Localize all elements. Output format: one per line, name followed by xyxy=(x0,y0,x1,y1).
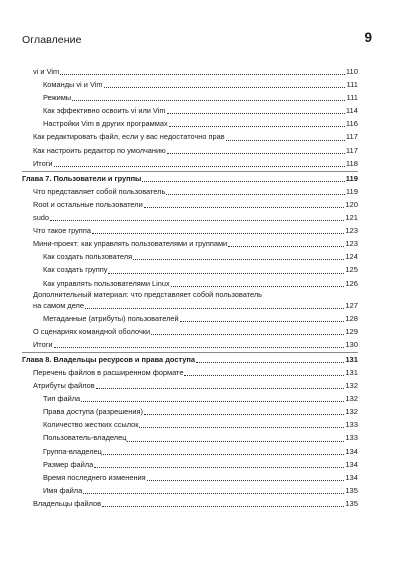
toc-entry-title: Root и остальные пользователи xyxy=(33,199,143,209)
dot-leader xyxy=(103,454,344,455)
toc-entry-page: 119 xyxy=(345,186,358,196)
toc-entry-title: Итоги xyxy=(33,158,53,168)
toc-entry-page: 111 xyxy=(346,93,358,103)
toc-entry-page: 128 xyxy=(345,313,358,323)
dot-leader xyxy=(81,401,344,402)
toc-entry[interactable] xyxy=(22,78,358,91)
dot-leader xyxy=(50,220,344,221)
toc-entry-title: Настройки Vim в других программах xyxy=(43,119,168,129)
toc-entry[interactable] xyxy=(22,312,358,325)
toc-entry-title: Команды vi и Vim xyxy=(43,80,103,90)
toc-entry-title-line1: Дополнительный материал: что представляет собой пользователь xyxy=(33,289,263,299)
toc-entry-page: 117 xyxy=(345,145,358,155)
dot-leader xyxy=(144,414,344,415)
toc-continued-section xyxy=(22,65,358,172)
toc-entry-page: 124 xyxy=(345,252,358,262)
dot-leader xyxy=(167,153,345,154)
toc-entry-title-line2: на самом деле xyxy=(33,301,84,311)
toc-entry-page: 134 xyxy=(345,446,358,456)
toc-entry[interactable] xyxy=(22,418,358,431)
dot-leader xyxy=(133,259,344,260)
table-of-contents xyxy=(22,65,358,511)
toc-entry-page: 110 xyxy=(345,67,358,76)
toc-entry[interactable] xyxy=(22,445,358,458)
toc-entry[interactable] xyxy=(22,497,358,510)
dot-leader xyxy=(102,506,344,507)
toc-entry-page: 134 xyxy=(345,459,358,469)
toc-entry-title: Итоги xyxy=(33,339,53,349)
toc-entry-title: Тип файла xyxy=(43,394,81,404)
running-title: Оглавление xyxy=(22,34,82,46)
toc-entry-title: Пользователь-владелец xyxy=(43,433,127,443)
toc-entry[interactable] xyxy=(22,263,358,276)
toc-entry-page: 125 xyxy=(345,265,358,275)
dot-leader xyxy=(167,113,345,114)
toc-entry-page: 135 xyxy=(345,485,358,495)
toc-entry-page: 120 xyxy=(345,199,358,209)
dot-leader xyxy=(226,140,345,141)
toc-entry-title: Группа-владелец xyxy=(43,446,102,456)
dot-leader xyxy=(127,441,344,442)
toc-entry-title: Как настроить редактор по умолчанию xyxy=(33,145,166,155)
dot-leader xyxy=(54,347,345,348)
toc-entry[interactable] xyxy=(22,431,358,444)
dot-leader xyxy=(104,87,346,88)
toc-entry[interactable] xyxy=(22,338,358,351)
chapter-heading[interactable]: Глава 7. Пользователи и группы 119 xyxy=(22,173,358,183)
toc-entry-title: Атрибуты файлов xyxy=(33,381,95,391)
dot-leader xyxy=(166,194,345,195)
dot-leader xyxy=(184,375,344,376)
toc-chapter-7 xyxy=(22,172,358,353)
toc-entry[interactable] xyxy=(22,379,358,392)
toc-entry-page: 121 xyxy=(345,213,358,223)
toc-entry-page: 116 xyxy=(345,119,358,129)
dot-leader xyxy=(171,286,345,287)
toc-entry[interactable] xyxy=(22,198,358,211)
toc-entry[interactable] xyxy=(22,405,358,418)
toc-entry-page: 132 xyxy=(345,407,358,417)
dot-leader xyxy=(72,100,345,101)
toc-entry-title: Метаданные (атрибуты) пользователей xyxy=(43,313,179,323)
toc-entry[interactable] xyxy=(22,117,358,130)
dot-leader xyxy=(108,273,344,274)
toc-entry-title: Как эффективно освоить vi или Vim xyxy=(43,106,166,116)
toc-entry-title: Что такое группа xyxy=(33,226,91,236)
toc-entry-title: vi и Vim xyxy=(33,67,60,76)
dot-leader xyxy=(151,334,344,335)
toc-entry[interactable] xyxy=(22,130,358,143)
toc-entry-title: О сценариях командной оболочки xyxy=(33,326,151,336)
toc-entry-page: 132 xyxy=(345,394,358,404)
toc-entry[interactable] xyxy=(22,250,358,263)
toc-entry-page: 123 xyxy=(345,239,358,249)
toc-entry[interactable] xyxy=(22,277,358,290)
toc-chapter-8 xyxy=(22,353,358,511)
dot-leader xyxy=(180,321,345,322)
toc-entry-page: 134 xyxy=(345,472,358,482)
toc-entry[interactable] xyxy=(22,65,358,78)
toc-entry-page: 135 xyxy=(345,498,358,508)
dot-leader xyxy=(169,126,345,127)
toc-entry[interactable] xyxy=(22,144,358,157)
dot-leader xyxy=(94,467,344,468)
toc-entry-page: 123 xyxy=(345,226,358,236)
dot-leader xyxy=(228,246,344,247)
toc-entry-page: 130 xyxy=(345,339,358,349)
toc-entry-title: Владельцы файлов xyxy=(33,498,102,508)
toc-entry-wrapped[interactable] xyxy=(22,290,358,312)
toc-entry-title: Что представляет собой пользователь xyxy=(33,186,166,196)
toc-entry-title: Мини-проект: как управлять пользователями и группами xyxy=(33,239,228,249)
toc-entry[interactable] xyxy=(22,471,358,484)
toc-entry-title: Режимы xyxy=(43,93,72,103)
page-header xyxy=(22,30,372,50)
toc-entry-page: 126 xyxy=(345,278,358,288)
dot-leader xyxy=(92,233,344,234)
toc-entry-title: Перечень файлов в расширенном формате xyxy=(33,367,184,377)
chapter-heading[interactable]: Глава 8. Владельцы ресурсов и права доступа 131 xyxy=(22,354,358,364)
toc-entry-page: 111 xyxy=(346,80,358,90)
toc-entry-title: Как управлять пользователями Linux xyxy=(43,278,170,288)
toc-entry-title: Права доступа (разрешения) xyxy=(43,407,143,417)
toc-entry[interactable] xyxy=(22,224,358,237)
dot-leader xyxy=(139,427,344,428)
toc-entry-page: 132 xyxy=(345,381,358,391)
page-number: 9 xyxy=(364,30,372,45)
toc-entry-title: Имя файла xyxy=(43,485,83,495)
toc-entry-title: Время последнего изменения xyxy=(43,472,146,482)
dot-leader xyxy=(54,166,345,167)
toc-entry-page: 129 xyxy=(345,326,358,336)
toc-entry[interactable] xyxy=(22,392,358,405)
toc-entry-page: 117 xyxy=(345,132,358,142)
toc-entry[interactable] xyxy=(22,185,358,198)
toc-entry[interactable] xyxy=(22,157,358,170)
toc-entry-page: 114 xyxy=(345,106,358,116)
toc-entry-page: 127 xyxy=(345,301,358,311)
toc-entry-page: 118 xyxy=(345,158,358,168)
toc-entry-title: Количество жестких ссылок xyxy=(43,420,139,430)
toc-entry[interactable] xyxy=(22,366,358,379)
toc-entry-page: 133 xyxy=(345,420,358,430)
toc-entry[interactable] xyxy=(22,325,358,338)
toc-entry[interactable] xyxy=(22,211,358,224)
dot-leader xyxy=(147,480,345,481)
toc-entry-title: sudo xyxy=(33,213,50,223)
toc-entry[interactable] xyxy=(22,104,358,117)
toc-entry[interactable] xyxy=(22,484,358,497)
toc-entry-title: Размер файла xyxy=(43,459,94,469)
toc-entry-title: Как создать группу xyxy=(43,265,108,275)
toc-entry-title: Как создать пользователя xyxy=(43,252,133,262)
dot-leader xyxy=(96,388,345,389)
toc-entry[interactable] xyxy=(22,237,358,250)
dot-leader xyxy=(144,207,345,208)
toc-entry-title: Как редактировать файл, если у вас недостаточно прав xyxy=(33,132,225,142)
dot-leader xyxy=(83,493,344,494)
toc-entry-page: 133 xyxy=(345,433,358,443)
toc-entry[interactable] xyxy=(22,458,358,471)
toc-entry[interactable] xyxy=(22,91,358,104)
toc-entry-page: 131 xyxy=(345,367,358,377)
dot-leader xyxy=(60,74,345,75)
